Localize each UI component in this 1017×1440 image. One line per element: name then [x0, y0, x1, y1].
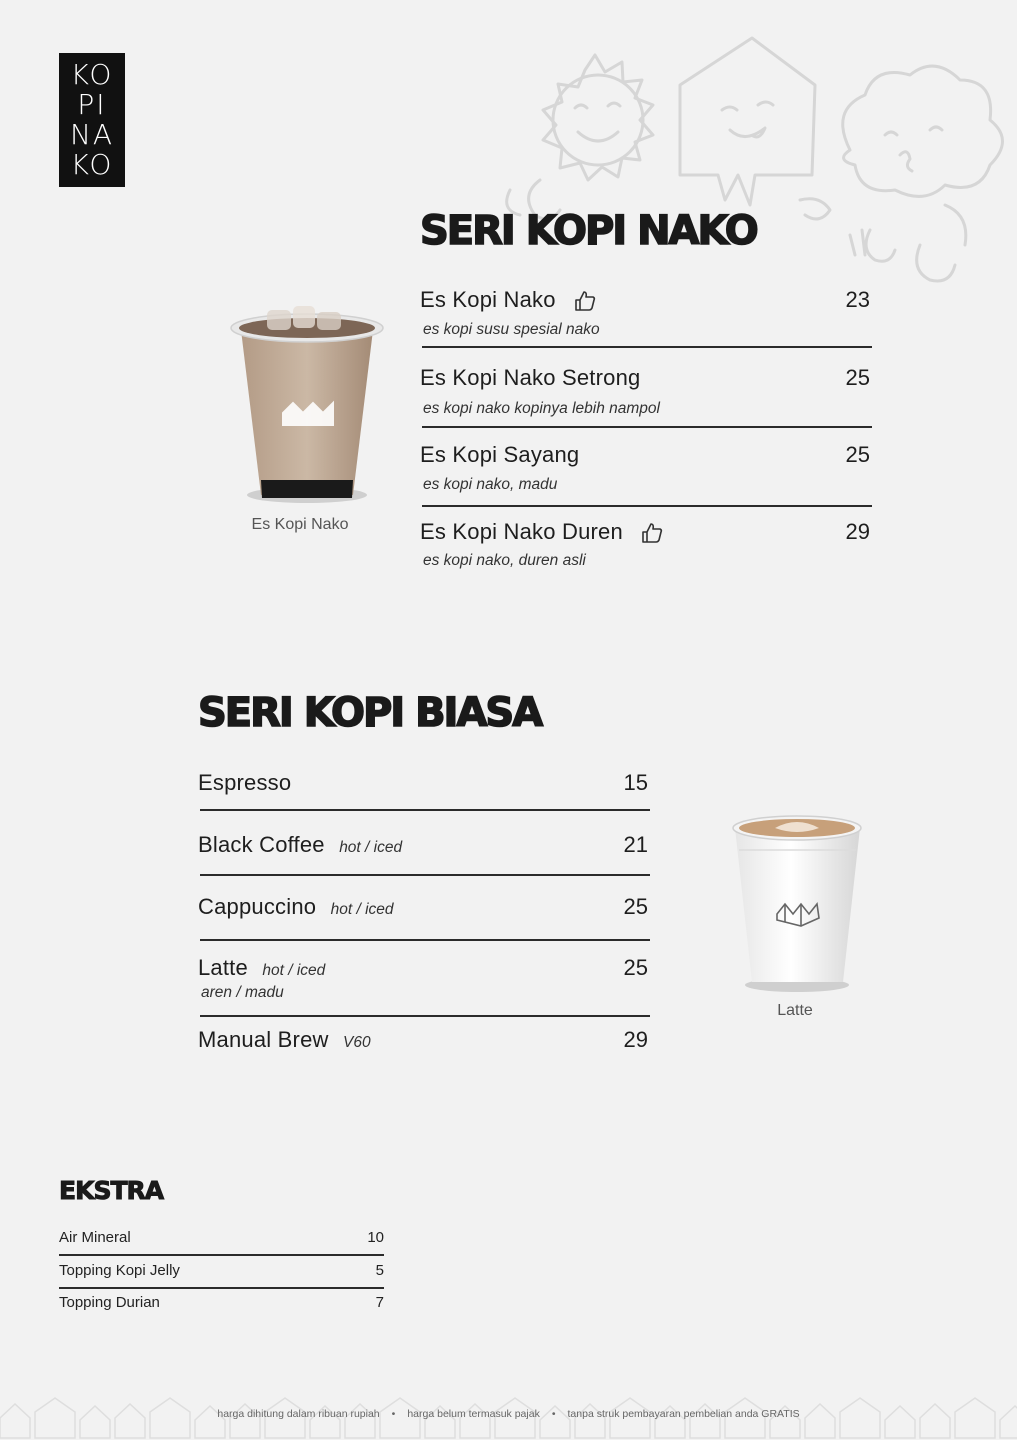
- footer-note: tanpa struk pembayaran pembelian anda GRATIS: [567, 1408, 800, 1420]
- item-desc: es kopi susu spesial nako: [423, 321, 600, 338]
- divider: [200, 809, 650, 811]
- divider: [59, 1287, 384, 1289]
- thumbs-up-icon: [641, 522, 663, 544]
- footer-separator: •: [391, 1408, 396, 1420]
- ekstra-item-name: Topping Kopi Jelly: [59, 1262, 180, 1279]
- item-price: 25: [845, 442, 870, 467]
- item-desc: es kopi nako, duren asli: [423, 552, 586, 569]
- footer-separator: •: [551, 1408, 556, 1420]
- item-name: Cappuccino: [198, 894, 317, 919]
- brand-logo: [59, 53, 125, 187]
- item-name: Es Kopi Nako: [420, 287, 556, 312]
- item-tag: hot / iced: [262, 962, 326, 979]
- latte-photo: [725, 810, 870, 995]
- footer-note: harga belum termasuk pajak: [407, 1408, 540, 1420]
- item-name: Es Kopi Sayang: [420, 442, 580, 467]
- item-tag: hot / iced: [339, 839, 403, 856]
- divider: [422, 426, 872, 428]
- thumbs-up-icon: [574, 290, 596, 312]
- ekstra-item-name: Topping Durian: [59, 1294, 160, 1311]
- ekstra-item-name: Air Mineral: [59, 1229, 131, 1246]
- item-name: Espresso: [198, 770, 292, 795]
- item-desc: es kopi nako kopinya lebih nampol: [423, 400, 660, 417]
- item-price: 25: [623, 894, 648, 919]
- item-tag: V60: [343, 1034, 371, 1051]
- logo-line-2: PI: [77, 88, 107, 121]
- divider: [422, 346, 872, 348]
- divider: [200, 874, 650, 876]
- item-price: 29: [623, 1027, 648, 1052]
- mascot-doodle-illustration: [490, 30, 1010, 300]
- item-name: Es Kopi Nako Duren: [420, 519, 623, 544]
- item-name: Black Coffee: [198, 832, 325, 857]
- logo-line-1: KO: [70, 58, 114, 91]
- item-sub: aren / madu: [201, 984, 284, 1001]
- footer-notes: [0, 1408, 1017, 1420]
- latte-caption: Latte: [777, 1002, 813, 1019]
- divider: [422, 505, 872, 507]
- item-name: Latte: [198, 955, 248, 980]
- item-desc: es kopi nako, madu: [423, 476, 558, 493]
- ekstra-item-price: 10: [367, 1229, 384, 1246]
- divider: [200, 939, 650, 941]
- logo-line-4: KO: [70, 148, 114, 181]
- item-price: 25: [845, 365, 870, 390]
- es-kopi-nako-caption: Es Kopi Nako: [251, 516, 349, 533]
- item-price: 21: [623, 832, 648, 857]
- item-name: Es Kopi Nako Setrong: [420, 365, 641, 390]
- section-title-seri-kopi-nako: SERI KOPI NAKO: [420, 208, 757, 254]
- item-price: 25: [623, 955, 648, 980]
- divider: [59, 1254, 384, 1256]
- item-price: 15: [623, 770, 648, 795]
- ekstra-item-price: 7: [375, 1294, 384, 1311]
- item-price: 29: [845, 519, 870, 544]
- item-tag: hot / iced: [330, 901, 394, 918]
- item-name: Manual Brew: [198, 1027, 329, 1052]
- divider: [200, 1015, 650, 1017]
- section-title-seri-kopi-biasa: SERI KOPI BIASA: [198, 690, 542, 736]
- footer-note: harga dihitung dalam ribuan rupiah: [217, 1408, 380, 1420]
- es-kopi-nako-photo: [225, 300, 390, 510]
- item-price: 23: [845, 287, 870, 312]
- section-title-ekstra: EKSTRA: [59, 1176, 164, 1205]
- ekstra-item-price: 5: [375, 1262, 384, 1279]
- logo-line-3: NA: [69, 118, 115, 151]
